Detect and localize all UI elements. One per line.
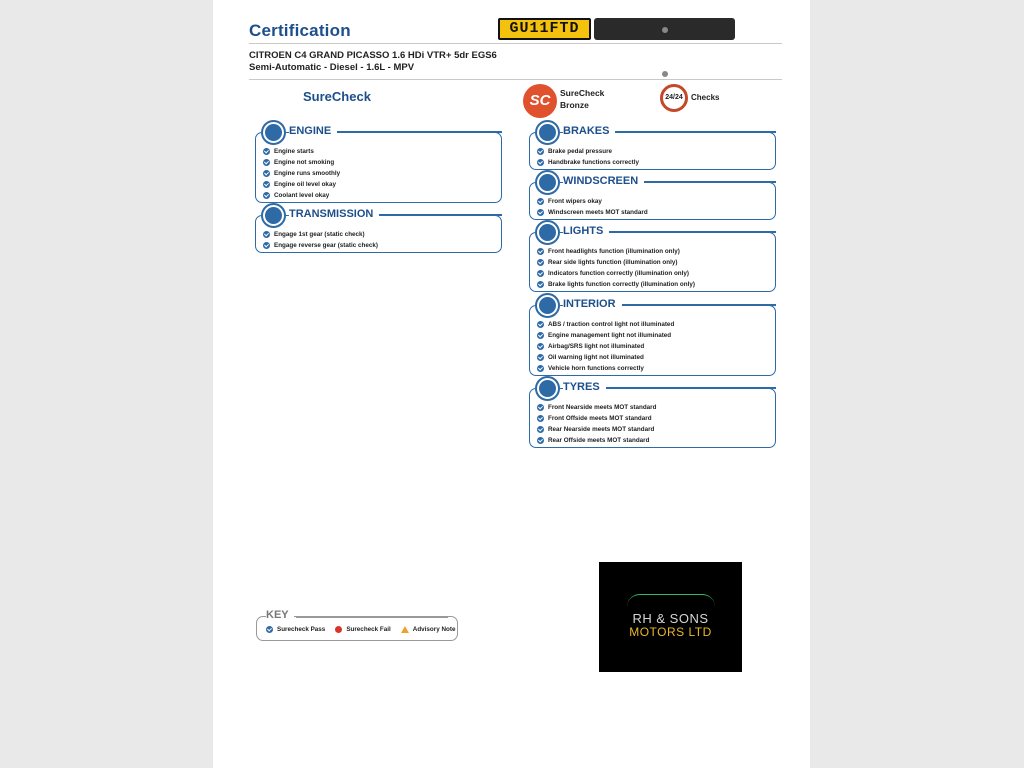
title-rule [637, 181, 776, 183]
page-title: Certification [249, 21, 351, 40]
key-pass: Surecheck Pass [266, 626, 325, 633]
pass-check-icon [537, 209, 544, 216]
pass-check-icon [266, 626, 273, 633]
surecheck-level: Bronze [560, 100, 589, 110]
title-rule [619, 304, 776, 306]
pass-check-icon [537, 198, 544, 205]
pass-check-icon [537, 159, 544, 166]
section-lights [529, 220, 776, 292]
dealer-name: RH & SONS [632, 611, 709, 626]
pass-check-icon [263, 159, 270, 166]
check-item: Vehicle horn functions correctly [537, 363, 674, 374]
surecheck-brand: SureCheck [560, 88, 605, 98]
check-list [537, 146, 639, 168]
engine-icon [261, 120, 286, 145]
check-item: Front Offside meets MOT standard [537, 413, 656, 424]
brake-icon [535, 120, 560, 145]
check-list [537, 319, 674, 374]
check-list [263, 229, 378, 251]
pass-check-icon [537, 426, 544, 433]
check-item: Engage 1st gear (static check) [263, 229, 378, 240]
check-list [263, 146, 340, 201]
vin-badge [594, 18, 735, 58]
check-item: Rear Offside meets MOT standard [537, 435, 656, 446]
surecheck-heading: SureCheck [303, 89, 371, 104]
section-title: ENGINE [289, 125, 337, 137]
check-list [537, 402, 656, 446]
divider [249, 79, 782, 80]
check-item: Engine not smoking [263, 157, 340, 168]
check-item: Airbag/SRS light not illuminated [537, 341, 674, 352]
section-title: BRAKES [563, 125, 615, 137]
vin-number: VF7UA9HR8BJ577959 [602, 44, 727, 58]
check-item: Brake lights function correctly (illumination only) [537, 279, 695, 290]
pass-check-icon [537, 404, 544, 411]
check-item: Engine runs smoothly [263, 168, 340, 179]
check-item: Front wipers okay [537, 196, 648, 207]
pass-check-icon [263, 242, 270, 249]
check-item: Front headlights function (illumination only) [537, 246, 695, 257]
section-title: TRANSMISSION [289, 208, 379, 220]
vin-dot-right-icon [662, 71, 668, 77]
section-tyres [529, 376, 776, 448]
car-outline-icon [627, 594, 715, 608]
gearbox-icon [261, 203, 286, 228]
pass-check-icon [537, 248, 544, 255]
pass-check-icon [263, 231, 270, 238]
pass-check-icon [263, 192, 270, 199]
windscreen-icon [535, 170, 560, 195]
key-advisory: Advisory Note [401, 626, 456, 633]
key-fail: Surecheck Fail [335, 626, 390, 633]
check-item: Indicators function correctly (illumination only) [537, 268, 695, 279]
section-title: TYRES [563, 381, 606, 393]
pass-check-icon [537, 437, 544, 444]
pass-check-icon [537, 415, 544, 422]
section-windscreen [529, 170, 776, 220]
pass-check-icon [537, 365, 544, 372]
pass-check-icon [263, 170, 270, 177]
section-title: WINDSCREEN [563, 175, 644, 187]
check-item: Engine management light not illuminated [537, 330, 674, 341]
check-item: Front Nearside meets MOT standard [537, 402, 656, 413]
check-item: Rear Nearside meets MOT standard [537, 424, 656, 435]
pass-check-icon [537, 354, 544, 361]
check-item: Brake pedal pressure [537, 146, 639, 157]
section-interior [529, 293, 776, 376]
tyre-icon [535, 376, 560, 401]
check-item: Engine starts [263, 146, 340, 157]
surecheck-logo-icon: SC [523, 84, 557, 118]
check-item: Rear side lights function (illumination only) [537, 257, 695, 268]
divider [249, 43, 782, 44]
check-list [537, 246, 695, 290]
title-rule [613, 131, 776, 133]
dealer-logo [599, 562, 742, 672]
check-item: Handbrake functions correctly [537, 157, 639, 168]
key-title: KEY [266, 609, 294, 621]
certification-sheet [213, 0, 810, 768]
fail-cross-icon [335, 626, 342, 633]
section-title: LIGHTS [563, 225, 609, 237]
vin-dot-left-icon [662, 27, 668, 33]
vehicle-spec: Semi-Automatic - Diesel - 1.6L - MPV [249, 62, 415, 73]
section-transmission [255, 203, 502, 253]
checks-count-badge: 24/24 [660, 84, 688, 112]
title-rule [337, 131, 502, 133]
check-item: ABS / traction control light not illuminated [537, 319, 674, 330]
section-engine [255, 120, 502, 203]
check-item: Engage reverse gear (static check) [263, 240, 378, 251]
check-item: Windscreen meets MOT standard [537, 207, 648, 218]
section-title: INTERIOR [563, 298, 622, 310]
key-items [266, 626, 455, 633]
check-item: Engine oil level okay [263, 179, 340, 190]
pass-check-icon [537, 343, 544, 350]
title-rule [367, 214, 502, 216]
key-legend [256, 607, 458, 641]
key-rule [296, 616, 448, 618]
registration-plate: GU11FTD [498, 18, 591, 40]
car-seat-icon [535, 293, 560, 318]
pass-check-icon [537, 259, 544, 266]
check-item: Coolant level okay [263, 190, 340, 201]
section-brakes [529, 120, 776, 170]
pass-check-icon [263, 181, 270, 188]
dealer-suffix: MOTORS LTD [629, 625, 712, 639]
check-list [537, 196, 648, 218]
advisory-warning-icon [401, 626, 409, 633]
title-rule [605, 387, 776, 389]
pass-check-icon [537, 332, 544, 339]
headlight-icon [535, 220, 560, 245]
pass-check-icon [537, 148, 544, 155]
pass-check-icon [537, 281, 544, 288]
checks-label: Checks [691, 93, 720, 102]
pass-check-icon [537, 321, 544, 328]
title-rule [609, 231, 776, 233]
pass-check-icon [537, 270, 544, 277]
vehicle-title: CITROEN C4 GRAND PICASSO 1.6 HDi VTR+ 5dr EGS6 [249, 50, 497, 61]
pass-check-icon [263, 148, 270, 155]
check-item: Oil warning light not illuminated [537, 352, 674, 363]
